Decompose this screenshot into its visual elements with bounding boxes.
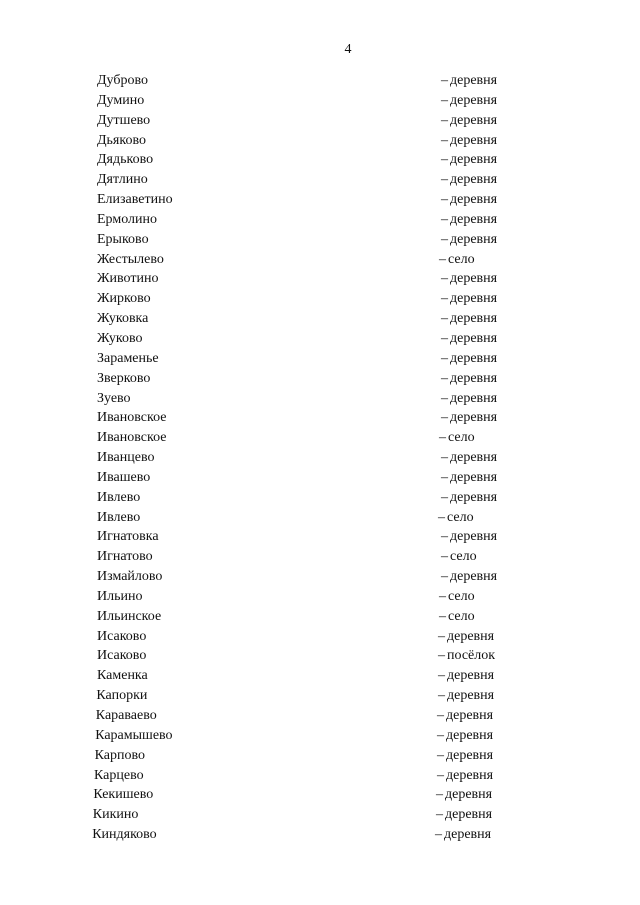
dash-separator: – bbox=[441, 132, 448, 148]
dash-separator: – bbox=[441, 330, 448, 346]
dash-separator: – bbox=[441, 152, 448, 168]
settlement-type-label: деревня bbox=[450, 390, 498, 406]
dash-separator: – bbox=[441, 549, 448, 565]
list-item bbox=[0, 131, 640, 151]
settlement-name: Животино bbox=[97, 271, 159, 287]
settlement-type-label: деревня bbox=[445, 807, 493, 823]
dash-separator: – bbox=[441, 172, 448, 188]
settlement-type-label: деревня bbox=[446, 767, 494, 783]
settlement-type bbox=[441, 468, 497, 488]
settlement-name: Ивановское bbox=[97, 410, 167, 426]
list-item bbox=[0, 468, 640, 488]
list-item bbox=[0, 269, 640, 289]
settlement-name: Дьяково bbox=[97, 132, 146, 148]
settlement-name: Думино bbox=[97, 92, 145, 108]
dash-separator: – bbox=[441, 231, 448, 247]
settlement-name: Дутшево bbox=[97, 112, 151, 128]
dash-separator: – bbox=[441, 370, 448, 386]
list-item bbox=[0, 646, 640, 666]
settlement-name: Киндяково bbox=[92, 827, 157, 843]
list-item bbox=[0, 170, 640, 190]
settlement-type bbox=[441, 131, 497, 151]
settlement-type bbox=[437, 706, 493, 726]
settlement-type bbox=[441, 547, 477, 567]
dash-separator: – bbox=[438, 628, 445, 644]
settlement-name: Ильинское bbox=[97, 608, 162, 624]
list-item bbox=[0, 369, 640, 389]
settlement-type bbox=[436, 805, 492, 825]
settlement-name: Ивашево bbox=[97, 469, 151, 485]
settlement-type-label: деревня bbox=[446, 708, 494, 723]
settlement-name: Жирково bbox=[97, 291, 151, 307]
settlement-type bbox=[441, 309, 497, 329]
dash-separator: – bbox=[435, 827, 442, 843]
settlement-type-label: деревня bbox=[450, 410, 498, 426]
dash-separator: – bbox=[441, 311, 448, 327]
settlement-type bbox=[437, 746, 493, 766]
settlement-type-label: деревня bbox=[450, 132, 498, 148]
settlement-type-label: деревня bbox=[450, 291, 498, 307]
settlement-type bbox=[441, 71, 497, 91]
list-item bbox=[0, 567, 640, 587]
dash-separator: – bbox=[441, 211, 448, 227]
settlement-name: Игнатовка bbox=[97, 529, 159, 545]
dash-separator: – bbox=[438, 648, 445, 664]
settlement-type bbox=[438, 666, 494, 686]
settlement-type-label: деревня bbox=[450, 73, 498, 88]
settlement-type bbox=[441, 369, 497, 389]
dash-separator: – bbox=[439, 588, 446, 604]
list-item bbox=[0, 706, 640, 726]
settlement-name: Иванцево bbox=[97, 450, 155, 466]
settlement-name: Дуброво bbox=[97, 73, 149, 88]
list-item bbox=[0, 71, 640, 91]
settlement-type bbox=[441, 269, 497, 289]
settlement-name: Зверково bbox=[97, 370, 151, 386]
settlement-name: Зуево bbox=[97, 390, 131, 406]
list-item bbox=[0, 91, 640, 111]
settlement-name: Жуковка bbox=[97, 311, 149, 327]
settlement-type bbox=[438, 686, 494, 706]
settlement-list bbox=[0, 71, 640, 845]
settlement-type bbox=[441, 91, 497, 111]
settlement-name: Карцево bbox=[94, 767, 144, 783]
dash-separator: – bbox=[438, 688, 445, 704]
settlement-name: Ермолино bbox=[97, 211, 157, 227]
list-item bbox=[0, 428, 640, 448]
settlement-name: Исаково bbox=[97, 648, 147, 664]
settlement-name: Елизаветино bbox=[97, 192, 173, 208]
dash-separator: – bbox=[441, 271, 448, 287]
list-item bbox=[0, 726, 640, 746]
settlement-type bbox=[441, 170, 497, 190]
settlement-type bbox=[439, 607, 475, 627]
settlement-type-label: деревня bbox=[450, 112, 498, 128]
list-item bbox=[0, 448, 640, 468]
list-item bbox=[0, 746, 640, 766]
settlement-type bbox=[441, 329, 497, 349]
settlement-type bbox=[441, 230, 497, 250]
settlement-type-label: село bbox=[447, 509, 474, 525]
list-item bbox=[0, 627, 640, 647]
list-item bbox=[0, 111, 640, 131]
dash-separator: – bbox=[441, 73, 448, 88]
dash-separator: – bbox=[441, 112, 448, 128]
list-item bbox=[0, 349, 640, 369]
settlement-type bbox=[441, 150, 497, 170]
settlement-name: Караваево bbox=[95, 708, 157, 723]
settlement-name: Жуково bbox=[97, 330, 143, 346]
settlement-name: Зараменье bbox=[97, 350, 159, 366]
list-item bbox=[0, 190, 640, 210]
settlement-name: Дятлино bbox=[97, 172, 148, 188]
settlement-type-label: деревня bbox=[450, 152, 498, 168]
list-item bbox=[0, 527, 640, 547]
dash-separator: – bbox=[441, 450, 448, 466]
settlement-type bbox=[441, 349, 497, 369]
settlement-type bbox=[438, 508, 474, 528]
settlement-type bbox=[439, 250, 475, 270]
settlement-type-label: деревня bbox=[450, 192, 498, 208]
dash-separator: – bbox=[438, 509, 445, 525]
settlement-type bbox=[441, 408, 497, 428]
settlement-type-label: деревня bbox=[445, 787, 493, 803]
dash-separator: – bbox=[441, 291, 448, 307]
settlement-name: Карамышево bbox=[95, 727, 173, 743]
list-item bbox=[0, 686, 640, 706]
settlement-type-label: деревня bbox=[450, 271, 498, 287]
settlement-name: Игнатово bbox=[97, 549, 153, 565]
list-item bbox=[0, 210, 640, 230]
settlement-type-label: деревня bbox=[450, 489, 498, 505]
settlement-type-label: деревня bbox=[446, 727, 494, 743]
list-item bbox=[0, 408, 640, 428]
settlement-type-label: деревня bbox=[450, 311, 498, 327]
settlement-type bbox=[441, 190, 497, 210]
dash-separator: – bbox=[439, 608, 446, 624]
settlement-name: Ильино bbox=[97, 588, 143, 604]
settlement-name: Ерыково bbox=[97, 231, 149, 247]
dash-separator: – bbox=[441, 489, 448, 505]
settlement-type bbox=[441, 210, 497, 230]
list-item bbox=[0, 250, 640, 270]
list-item bbox=[0, 488, 640, 508]
settlement-name: Карпово bbox=[94, 747, 145, 763]
dash-separator: – bbox=[441, 92, 448, 108]
settlement-type-label: деревня bbox=[447, 628, 495, 644]
list-item bbox=[0, 289, 640, 309]
dash-separator: – bbox=[436, 787, 443, 803]
settlement-type-label: деревня bbox=[450, 569, 498, 585]
list-item bbox=[0, 309, 640, 329]
dash-separator: – bbox=[441, 350, 448, 366]
list-item bbox=[0, 508, 640, 528]
settlement-type-label: деревня bbox=[450, 92, 498, 108]
list-item bbox=[0, 329, 640, 349]
settlement-name: Капорки bbox=[96, 688, 148, 704]
settlement-type-label: деревня bbox=[450, 450, 498, 466]
settlement-name: Исаково bbox=[97, 628, 147, 644]
settlement-type bbox=[435, 825, 491, 845]
dash-separator: – bbox=[441, 390, 448, 406]
list-item bbox=[0, 607, 640, 627]
settlement-type-label: деревня bbox=[447, 688, 495, 704]
dash-separator: – bbox=[437, 747, 444, 763]
settlement-type bbox=[436, 785, 492, 805]
settlement-type-label: деревня bbox=[450, 529, 498, 545]
settlement-type-label: посёлок bbox=[447, 648, 496, 664]
settlement-type-label: деревня bbox=[450, 231, 498, 247]
settlement-type bbox=[441, 527, 497, 547]
dash-separator: – bbox=[436, 807, 443, 823]
settlement-name: Дядьково bbox=[97, 152, 154, 168]
settlement-type-label: село bbox=[448, 588, 475, 604]
settlement-name: Ивлево bbox=[97, 489, 141, 505]
settlement-type-label: село bbox=[448, 251, 475, 267]
settlement-type bbox=[441, 111, 497, 131]
list-item bbox=[0, 766, 640, 786]
settlement-type-label: деревня bbox=[450, 330, 498, 346]
settlement-type bbox=[438, 627, 494, 647]
settlement-type-label: деревня bbox=[450, 370, 498, 386]
settlement-type bbox=[441, 488, 497, 508]
settlement-type bbox=[437, 726, 493, 746]
settlement-name: Ивановское bbox=[97, 430, 167, 446]
settlement-type bbox=[438, 646, 495, 666]
dash-separator: – bbox=[439, 430, 446, 446]
settlement-type-label: деревня bbox=[447, 668, 495, 684]
list-item bbox=[0, 150, 640, 170]
dash-separator: – bbox=[441, 569, 448, 585]
list-item bbox=[0, 389, 640, 409]
dash-separator: – bbox=[441, 469, 448, 485]
settlement-type bbox=[441, 448, 497, 468]
settlement-name: Измайлово bbox=[97, 569, 163, 585]
settlement-type bbox=[437, 766, 493, 786]
dash-separator: – bbox=[437, 767, 444, 783]
settlement-type bbox=[439, 587, 475, 607]
list-item bbox=[0, 825, 640, 845]
list-item bbox=[0, 230, 640, 250]
settlement-name: Кекишево bbox=[93, 787, 154, 803]
settlement-type-label: село bbox=[448, 608, 475, 624]
settlement-name: Ивлево bbox=[97, 509, 141, 525]
settlement-type-label: деревня bbox=[450, 172, 498, 188]
settlement-type-label: деревня bbox=[446, 747, 494, 763]
settlement-type bbox=[441, 289, 497, 309]
settlement-type-label: деревня bbox=[450, 350, 498, 366]
list-item bbox=[0, 666, 640, 686]
list-item bbox=[0, 547, 640, 567]
list-item bbox=[0, 785, 640, 805]
settlement-type bbox=[441, 567, 497, 587]
dash-separator: – bbox=[438, 668, 445, 684]
list-item bbox=[0, 805, 640, 825]
settlement-type bbox=[439, 428, 475, 448]
dash-separator: – bbox=[441, 410, 448, 426]
settlement-type-label: деревня bbox=[450, 211, 498, 227]
dash-separator: – bbox=[439, 251, 446, 267]
settlement-type-label: деревня bbox=[444, 827, 492, 843]
settlement-type-label: деревня bbox=[450, 469, 498, 485]
settlement-name: Каменка bbox=[97, 668, 148, 684]
dash-separator: – bbox=[437, 727, 444, 743]
dash-separator: – bbox=[437, 708, 444, 723]
dash-separator: – bbox=[441, 192, 448, 208]
settlement-type-label: село bbox=[450, 549, 477, 565]
settlement-name: Кикино bbox=[92, 807, 139, 823]
page-number: 4 bbox=[344, 42, 352, 57]
settlement-type-label: село bbox=[448, 430, 475, 446]
dash-separator: – bbox=[441, 529, 448, 545]
settlement-name: Жестылево bbox=[97, 251, 164, 267]
settlement-type bbox=[441, 389, 497, 409]
list-item bbox=[0, 587, 640, 607]
